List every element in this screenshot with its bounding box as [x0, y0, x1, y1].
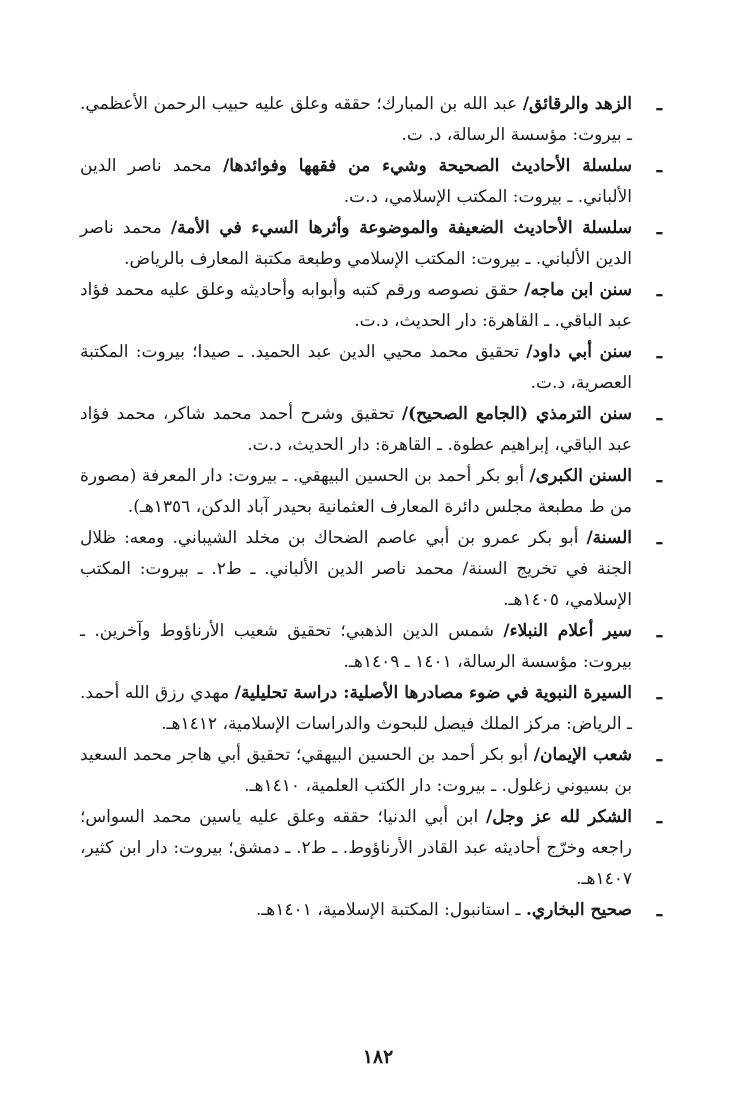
entry-title: السيرة النبوية في ضوء مصادرها الأصلية: دراسة تحليلية/ [234, 683, 632, 703]
bibliography-entry [80, 275, 662, 337]
entry-bullet: ـ [656, 94, 662, 115]
bibliography-entry [80, 461, 662, 523]
bibliography-entry [80, 740, 662, 802]
bibliography-entry [80, 89, 662, 151]
bibliography-entry [80, 213, 662, 275]
entry-text: شمس الدين الذهبي؛ تحقيق شعيب الأرناؤوط وآخرين. ـ بيروت: مؤسسة الرسالة، ١٤٠١ ـ ١٤٠٩هـ. [80, 621, 632, 672]
entry-text: محمد ناصر الدين الألباني. ـ بيروت: المكتب الإسلامي، د.ت. [80, 156, 632, 207]
entry-bullet: ـ [656, 342, 662, 363]
entry-text: تحقيق محمد محيي الدين عبد الحميد. ـ صيدا؛ بيروت: المكتبة العصرية، د.ت. [80, 342, 632, 393]
entry-bullet: ـ [656, 280, 662, 301]
entry-text: أبو بكر أحمد بن الحسين البيهقي؛ تحقيق أبي هاجر محمد السعيد بن بسيوني زغلول. ـ بيروت: دار الكتب العلمية، ١٤١٠هـ. [80, 745, 632, 796]
entry-title: سنن ابن ماجه/ [524, 280, 632, 300]
entry-bullet: ـ [656, 528, 662, 549]
bibliography-entry [80, 337, 662, 399]
entry-bullet: ـ [656, 621, 662, 642]
entry-title: سنن الترمذي (الجامع الصحيح)/ [401, 404, 632, 424]
entry-text: مهدي رزق الله أحمد. ـ الرياض: مركز الملك فيصل للبحوث والدراسات الإسلامية، ١٤١٢هـ. [80, 683, 632, 734]
entry-bullet: ـ [656, 900, 662, 921]
entry-bullet: ـ [656, 683, 662, 704]
entry-bullet: ـ [656, 745, 662, 766]
bibliography-entry [80, 895, 662, 926]
bibliography-list [80, 89, 662, 926]
bibliography-entry [80, 678, 662, 740]
entry-text: عبد الله بن المبارك؛ حققه وعلق عليه حبيب الرحمن الأعظمي. ـ بيروت: مؤسسة الرسالة، د. ت. [80, 94, 632, 145]
entry-bullet: ـ [656, 156, 662, 177]
entry-text: ابن أبي الدنيا؛ حققه وعلق عليه ياسين محمد السواس؛ راجعه وخرّج أحاديثه عبد القادر الأرناؤوط. ـ ط٢. ـ دمشق؛ بيروت: دار ابن كثير، ١٤٠٧هـ. [80, 807, 632, 889]
entry-title: سير أعلام النبلاء/ [503, 621, 632, 641]
bibliography-entry [80, 802, 662, 895]
entry-text: تحقيق وشرح أحمد محمد شاكر، محمد فؤاد عبد الباقي، إبراهيم عطوة. ـ القاهرة: دار الحديث، د.ت. [80, 404, 632, 455]
entry-bullet: ـ [656, 404, 662, 425]
entry-text: حقق نصوصه ورقم كتبه وأبوابه وأحاديثه وعلق عليه محمد فؤاد عبد الباقي. ـ القاهرة: دار الحديث، د.ت. [80, 280, 632, 331]
entry-title: السنة/ [586, 528, 632, 548]
entry-text: محمد ناصر الدين الألباني. ـ بيروت: المكتب الإسلامي وطبعة مكتبة المعارف بالرياض. [80, 218, 632, 269]
bibliography-entry [80, 523, 662, 616]
bibliography-entry [80, 616, 662, 678]
page-number: ١٨٢ [362, 1046, 394, 1068]
entry-bullet: ـ [656, 218, 662, 239]
entry-title: السنن الكبرى/ [529, 466, 633, 486]
entry-title: شعب الإيمان/ [533, 745, 632, 765]
entry-title: سلسلة الأحاديث الصحيحة وشيء من فقهها وفوائدها/ [223, 156, 632, 176]
entry-title: سلسلة الأحاديث الضعيفة والموضوعة وأثرها السيء في الأمة/ [170, 218, 633, 238]
entry-text: أبو بكر عمرو بن أبي عاصم الضحاك بن مخلد الشيباني. ومعه: ظلال الجنة في تخريج السنة/ محمد ناصر الدين الألباني. ـ ط٢. ـ بيروت: المكتب الإسلامي، ١٤٠٥هـ. [80, 528, 632, 610]
bibliography-entry [80, 399, 662, 461]
entry-bullet: ـ [656, 807, 662, 828]
entry-title: صحيح البخاري. [525, 900, 632, 920]
entry-bullet: ـ [656, 466, 662, 487]
entry-title: الشكر لله عز وجل/ [486, 807, 632, 827]
bibliography-entry [80, 151, 662, 213]
entry-title: الزهد والرقائق/ [522, 94, 633, 114]
entry-text: أبو بكر أحمد بن الحسين البيهقي. ـ بيروت: دار المعرفة (مصورة من ط مطبعة مجلس دائرة المعارف العثمانية بحيدر آباد الدكن، ١٣٥٦هـ). [80, 466, 632, 517]
entry-title: سنن أبي داود/ [526, 342, 632, 362]
entry-text: ـ استانبول: المكتبة الإسلامية، ١٤٠١هـ. [255, 900, 521, 920]
